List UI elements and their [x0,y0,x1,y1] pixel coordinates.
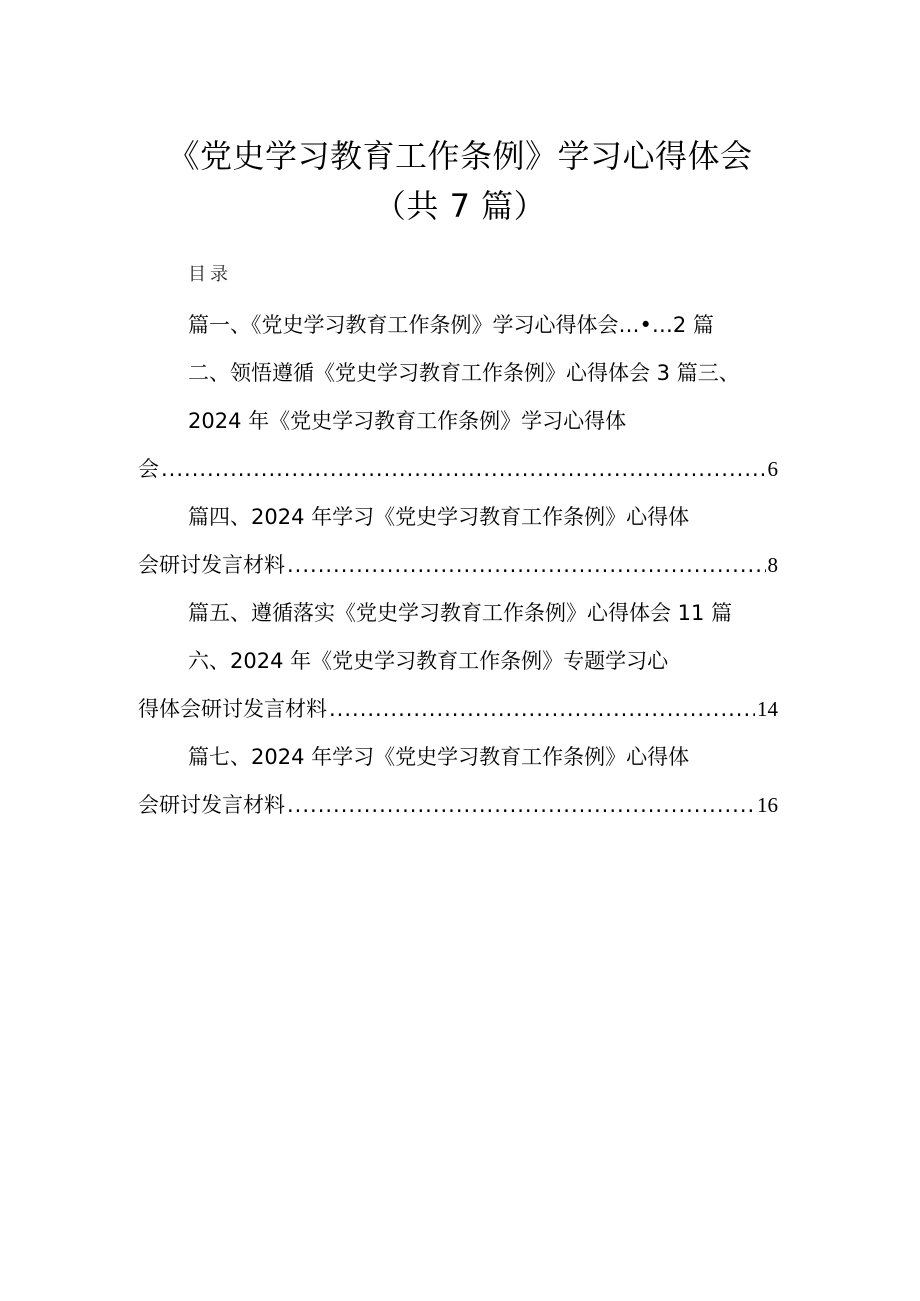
toc-heading: 目录 [188,264,232,285]
document-title: 《党史学习教育工作条例》学习心得体会 [167,137,753,175]
toc-entry-text: 会研讨发言材料 [138,793,285,817]
dot-leader [287,550,766,580]
toc-entry-text: 会 [138,457,159,481]
toc-page-number: 16 [757,793,778,817]
toc-page-number: 8 [767,553,778,577]
toc-line[interactable]: 2024 年《党史学习教育工作条例》学习心得体 [188,409,627,433]
dot-leader [329,694,755,724]
toc-entry[interactable] [138,550,778,580]
toc-line[interactable]: 二、领悟遵循《党史学习教育工作条例》心得体会 3 篇三、 [188,361,740,385]
toc-line[interactable]: 六、2024 年《党史学习教育工作条例》专题学习心 [188,649,669,673]
toc-entry-text: 会研讨发言材料 [138,553,285,577]
toc-page-number: 6 [767,457,778,481]
dot-leader [161,454,766,484]
dot-leader [287,790,755,820]
toc-entry-text: 得体会研讨发言材料 [138,697,327,721]
toc-line[interactable]: 篇五、遵循落实《党史学习教育工作条例》心得体会 11 篇 [188,601,733,625]
toc-page-number: 14 [757,697,778,721]
toc-line[interactable]: 篇七、2024 年学习《党史学习教育工作条例》心得体 [188,745,690,769]
toc-line[interactable]: 篇四、2024 年学习《党史学习教育工作条例》心得体 [188,505,690,529]
document-subtitle: （共 7 篇） [373,187,547,225]
toc-entry[interactable] [138,694,778,724]
toc-entry[interactable] [138,454,778,484]
toc-entry[interactable] [138,790,778,820]
toc-line[interactable]: 篇一、《党史学习教育工作条例》学习心得体会…•…2 篇 [188,313,714,337]
